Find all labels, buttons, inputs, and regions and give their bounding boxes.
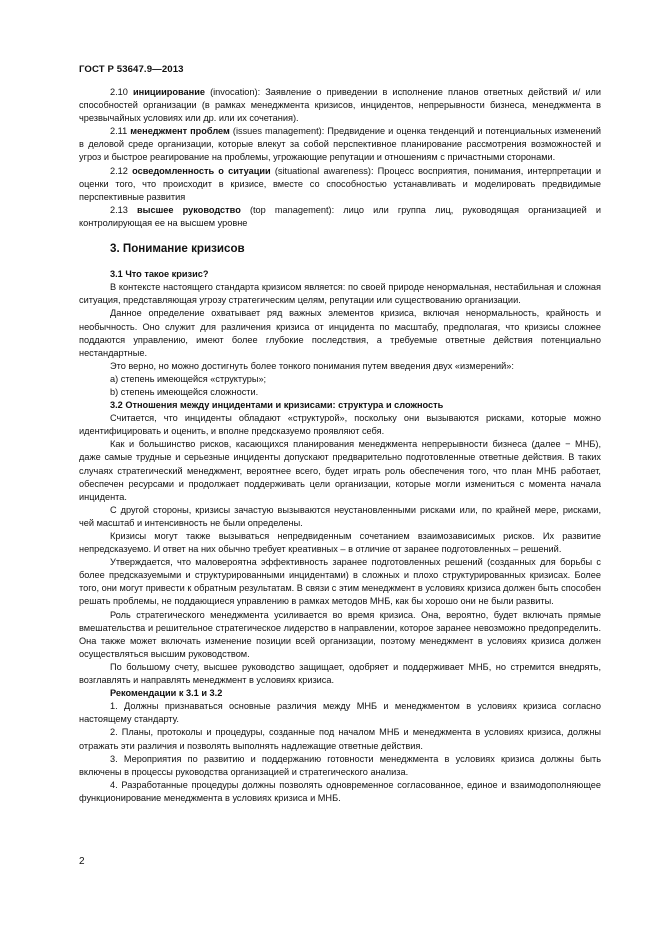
paragraph: Роль стратегического менеджмента усиливается во время кризиса. Она, вероятно, будет включать прямые вмешательства и решительное стратегическое лидерство в направлении, которое заранее невозможно предопределить. Она также может включать изменение позиции всей организации, поэтому менеджмент в условиях кризиса должен осуществляться высшим руководством.: [79, 609, 601, 659]
paragraph: Утверждается, что маловероятна эффективность заранее подготовленных решений (созданных для борьбы с более предсказуемыми и структурированными инцидентами) в сложных и плохо структурированных кризисах. Более того, они могут привести к обратным результатам. В связи с этим менеджмент в условиях кризиса должен быть способен решать проблемы, не поддающиеся управлению в рамках методов МНБ, как бы хорошо они не были развиты.: [79, 557, 601, 607]
paragraph: Кризисы могут также вызываться непредвиденным сочетанием взаимозависимых рисков. Их развитие непредсказуемо. И ответ на них обычно требует креативных – в отличие от заранее подготовленных – решений.: [79, 531, 601, 555]
recommendations-title: Рекомендации к 3.1 и 3.2: [110, 688, 223, 699]
term-name: инициирование: [133, 87, 205, 97]
section-title: 3. Понимание кризисов: [110, 242, 245, 256]
page-number: 2: [79, 856, 85, 867]
paragraph: Данное определение охватывает ряд важных элементов кризиса, включая ненормальность, крайность и необычность. Оно служит для различения кризиса от инцидента по масштабу, предполагая, что кризисы сложнее поддаются управлению, имеют более глубокие последствия, а требуемые ответные действия потенциально нестандартные.: [79, 308, 601, 358]
term-definition: 2.11 менеджмент проблем (issues management): Предвидение и оценка тенденций и потенциальных изменений в деловой среде организации, которые влекут за собой перспективное планирование рассмотрения возможностей и угроз и быстрое реагирование на проблемы, угрожающие репутации и отношениям с причастными сторонами.: [79, 126, 602, 163]
paragraph: С другой стороны, кризисы зачастую вызываются неустановленными рисками или, по крайней мере, рисками, чей масштаб и интенсивность не были определены.: [79, 504, 601, 528]
recommendation-item: 3. Мероприятия по развитию и поддержанию готовности менеджмента в условиях кризиса должны быть включены в процессы руководства организацией и стратегического анализа.: [79, 753, 601, 777]
term-name: высшее руководство: [137, 204, 241, 215]
term-definition: 2.12 осведомленность о ситуации (situational awareness): Процесс восприятия, понимания, интерпретации и оценки того, что происходит в кризисе, вместе со способностью устанавливать и моделировать предвидимые перспективные развития: [79, 165, 601, 202]
paragraph: В контексте настоящего стандарта кризисом является: по своей природе ненормальная, нестабильная и сложная ситуация, представляющая угрозу стратегическим целям, репутации или существованию организации.: [79, 282, 601, 306]
paragraph: Это верно, но можно достигнуть более тонкого понимания путем введения двух «измерений»:: [110, 360, 514, 371]
recommendation-item: 2. Планы, протоколы и процедуры, созданные под началом МНБ и менеджмента в условиях кризиса, должны отражать эти различия и позволять выполнять надлежащие ответные действия.: [79, 727, 601, 751]
paragraph: Считается, что инциденты обладают «структурой», поскольку они вызываются рисками, которые можно идентифицировать и оценить, и вполне предсказуемо проявляют себя.: [79, 413, 601, 437]
subsection-title: 3.1 Что такое кризис?: [110, 269, 209, 280]
term-name: осведомленность о ситуации: [132, 165, 271, 176]
recommendation-item: 1. Должны признаваться основные различия между МНБ и менеджментом в условиях кризиса согласно настоящему стандарту.: [79, 701, 601, 725]
document-body: [79, 86, 601, 805]
paragraph: По большому счету, высшее руководство защищает, одобряет и поддерживает МНБ, но стремится внедрять, возглавлять и направлять менеджмент в условиях кризиса.: [79, 661, 601, 686]
term-definition: 2.13 высшее руководство (top management): лицо или группа лиц, руководящая организацией и контролирующая ее на высшем уровне: [79, 204, 601, 228]
paragraph: Как и большинство рисков, касающихся планирования менеджмента непрерывности бизнеса (далее − МНБ), даже самые трудные и серьезные инциденты допускают предварительно подготовленные ответные действия. В таких случаях стратегический менеджмент, вероятнее всего, будет играть роль обеспечения того, что план МНБ работает, обеспечен ресурсами и продолжает поддерживать цели организации, которые могли измениться с момента начала инцидента.: [79, 439, 601, 502]
subsection-title: 3.2 Отношения между инцидентами и кризисами: структура и сложность: [110, 400, 444, 411]
list-item: b) степень имеющейся сложности.: [110, 386, 259, 397]
recommendation-item: 4. Разработанные процедуры должны позволять одновременное согласованное, единое и взаимодополняющее функционирование менеджмента в условиях кризиса и МНБ.: [79, 779, 601, 803]
document-header: ГОСТ Р 53647.9—2013: [79, 64, 184, 75]
term-definition: 2.10 инициирование (invocation): Заявление о приведении в исполнение планов ответных действий и/ или способностей организации (в рамках менеджмента кризисов, инцидентов, непрерывности бизнеса, менеджмента в чрезвычайных условиях или др. или их сочетания).: [79, 87, 601, 124]
list-item: а) степень имеющейся «структуры»;: [110, 373, 267, 384]
term-name: менеджмент проблем: [130, 126, 230, 137]
